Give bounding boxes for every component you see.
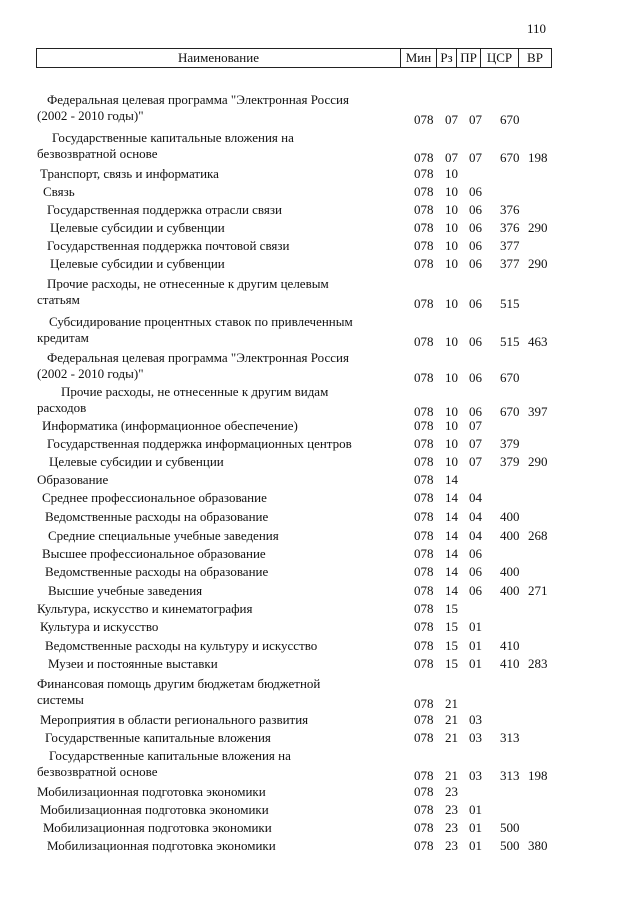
row-name-line1: Государственные капитальные вложения <box>45 730 271 745</box>
row-name-line1: Государственная поддержка почтовой связи <box>47 238 290 253</box>
row-name-line1: Федеральная целевая программа "Электронная Россия <box>47 350 349 365</box>
cell-min: 078 <box>414 238 434 253</box>
row-name <box>37 676 387 708</box>
row-name-line1: Целевые субсидии и субвенции <box>50 220 225 235</box>
cell-min: 078 <box>414 418 434 433</box>
row-name-line2: статьям <box>37 292 80 307</box>
row-name-line2: безвозвратной основе <box>37 764 158 779</box>
header-pr: ПР <box>457 49 481 67</box>
cell-vr: 290 <box>528 454 548 469</box>
cell-pr: 07 <box>469 436 482 451</box>
cell-pr: 06 <box>469 296 482 311</box>
row-name-line2: (2002 - 2010 годы)" <box>37 366 144 381</box>
cell-min: 078 <box>414 564 434 579</box>
cell-rz: 23 <box>445 838 458 853</box>
row-name-line1: Информатика (информационное обеспечение) <box>42 418 298 433</box>
cell-rz: 10 <box>445 418 458 433</box>
cell-csr: 515 <box>500 334 520 349</box>
cell-csr: 377 <box>500 238 520 253</box>
row-name <box>37 256 387 272</box>
cell-min: 078 <box>414 472 434 487</box>
cell-min: 078 <box>414 436 434 451</box>
cell-vr: 290 <box>528 220 548 235</box>
cell-csr: 379 <box>500 436 520 451</box>
cell-csr: 410 <box>500 656 520 671</box>
row-name-line1: Целевые субсидии и субвенции <box>49 454 224 469</box>
cell-rz: 10 <box>445 202 458 217</box>
cell-pr: 07 <box>469 454 482 469</box>
row-name <box>37 418 387 434</box>
cell-min: 078 <box>414 220 434 235</box>
cell-min: 078 <box>414 656 434 671</box>
cell-min: 078 <box>414 619 434 634</box>
cell-vr: 463 <box>528 334 548 349</box>
row-name-line1: Мобилизационная подготовка экономики <box>43 820 272 835</box>
row-name <box>37 656 387 672</box>
cell-pr: 01 <box>469 619 482 634</box>
row-name <box>37 748 387 780</box>
cell-min: 078 <box>414 838 434 853</box>
cell-pr: 06 <box>469 202 482 217</box>
row-name-line1: Государственная поддержка информационных центров <box>47 436 352 451</box>
cell-pr: 04 <box>469 490 482 505</box>
row-name-line1: Мероприятия в области регионального развития <box>40 712 309 727</box>
cell-pr: 06 <box>469 564 482 579</box>
cell-csr: 376 <box>500 220 520 235</box>
cell-min: 078 <box>414 601 434 616</box>
cell-pr: 06 <box>469 184 482 199</box>
cell-csr: 400 <box>500 509 520 524</box>
cell-rz: 10 <box>445 334 458 349</box>
cell-min: 078 <box>414 296 434 311</box>
cell-rz: 15 <box>445 638 458 653</box>
row-name-line1: Среднее профессиональное образование <box>42 490 267 505</box>
cell-min: 078 <box>414 730 434 745</box>
row-name <box>37 490 387 506</box>
cell-rz: 10 <box>445 370 458 385</box>
cell-pr: 07 <box>469 150 482 165</box>
row-name-line2: безвозвратной основе <box>37 146 158 161</box>
row-name <box>37 314 387 346</box>
row-name <box>37 350 387 382</box>
header-rz: Рз <box>437 49 457 67</box>
cell-rz: 14 <box>445 583 458 598</box>
row-name <box>37 509 387 525</box>
row-name-line2: (2002 - 2010 годы)" <box>37 108 144 123</box>
row-name <box>37 802 387 818</box>
row-name <box>37 583 387 599</box>
cell-min: 078 <box>414 490 434 505</box>
cell-pr: 03 <box>469 730 482 745</box>
cell-rz: 10 <box>445 184 458 199</box>
row-name-line2: расходов <box>37 400 87 415</box>
header-min: Мин <box>401 49 437 67</box>
cell-csr: 376 <box>500 202 520 217</box>
cell-csr: 670 <box>500 404 520 419</box>
row-name <box>37 730 387 746</box>
row-name <box>37 184 387 200</box>
cell-rz: 15 <box>445 656 458 671</box>
cell-pr: 03 <box>469 712 482 727</box>
cell-pr: 06 <box>469 583 482 598</box>
cell-pr: 06 <box>469 370 482 385</box>
cell-csr: 400 <box>500 583 520 598</box>
row-name-line1: Музеи и постоянные выставки <box>48 656 218 671</box>
row-name-line1: Мобилизационная подготовка экономики <box>47 838 276 853</box>
cell-pr: 01 <box>469 820 482 835</box>
cell-rz: 21 <box>445 696 458 711</box>
cell-pr: 06 <box>469 404 482 419</box>
header-name: Наименование <box>37 49 401 67</box>
row-name <box>37 384 387 416</box>
cell-rz: 10 <box>445 256 458 271</box>
row-name <box>37 712 387 728</box>
row-name-line1: Прочие расходы, не отнесенные к другим видам <box>61 384 329 399</box>
row-name <box>37 619 387 635</box>
row-name-line2: кредитам <box>37 330 89 345</box>
cell-rz: 10 <box>445 404 458 419</box>
cell-rz: 14 <box>445 490 458 505</box>
cell-rz: 10 <box>445 166 458 181</box>
cell-pr: 06 <box>469 238 482 253</box>
cell-pr: 01 <box>469 802 482 817</box>
cell-rz: 14 <box>445 472 458 487</box>
row-name <box>37 472 387 488</box>
cell-min: 078 <box>414 150 434 165</box>
header-vr: ВР <box>527 50 543 65</box>
header-csr: ЦСР <box>481 49 519 67</box>
cell-pr: 01 <box>469 656 482 671</box>
row-name-line1: Связь <box>43 184 75 199</box>
cell-min: 078 <box>414 696 434 711</box>
row-name-line1: Транспорт, связь и информатика <box>40 166 219 181</box>
cell-min: 078 <box>414 370 434 385</box>
row-name <box>37 130 387 162</box>
row-name-line1: Государственные капитальные вложения на <box>49 748 291 763</box>
cell-pr: 06 <box>469 220 482 235</box>
cell-pr: 06 <box>469 334 482 349</box>
cell-vr: 198 <box>528 768 548 783</box>
row-name-line1: Финансовая помощь другим бюджетам бюджетной <box>37 676 321 691</box>
row-name-line1: Культура и искусство <box>40 619 159 634</box>
row-name-line1: Средние специальные учебные заведения <box>48 528 279 543</box>
cell-pr: 07 <box>469 418 482 433</box>
cell-rz: 10 <box>445 436 458 451</box>
row-name-line1: Государственные капитальные вложения на <box>52 130 294 145</box>
cell-min: 078 <box>414 256 434 271</box>
cell-min: 078 <box>414 334 434 349</box>
cell-min: 078 <box>414 768 434 783</box>
cell-csr: 377 <box>500 256 520 271</box>
cell-min: 078 <box>414 454 434 469</box>
row-name <box>37 238 387 254</box>
row-name-line1: Ведомственные расходы на культуру и искусство <box>45 638 318 653</box>
cell-min: 078 <box>414 546 434 561</box>
row-name-line1: Высшее профессиональное образование <box>42 546 266 561</box>
cell-rz: 15 <box>445 601 458 616</box>
row-name-line1: Субсидирование процентных ставок по привлеченным <box>49 314 353 329</box>
row-name-line1: Ведомственные расходы на образование <box>45 564 269 579</box>
row-name <box>37 838 387 854</box>
cell-csr: 670 <box>500 112 520 127</box>
row-name-line1: Целевые субсидии и субвенции <box>50 256 225 271</box>
cell-pr: 01 <box>469 638 482 653</box>
cell-min: 078 <box>414 820 434 835</box>
cell-pr: 06 <box>469 256 482 271</box>
row-name-line1: Культура, искусство и кинематография <box>37 601 253 616</box>
row-name-line1: Мобилизационная подготовка экономики <box>37 784 266 799</box>
cell-csr: 410 <box>500 638 520 653</box>
cell-csr: 313 <box>500 730 520 745</box>
cell-rz: 14 <box>445 546 458 561</box>
cell-min: 078 <box>414 802 434 817</box>
cell-pr: 07 <box>469 112 482 127</box>
cell-rz: 14 <box>445 564 458 579</box>
row-name <box>37 638 387 654</box>
cell-rz: 21 <box>445 712 458 727</box>
cell-vr: 380 <box>528 838 548 853</box>
row-name-line1: Прочие расходы, не отнесенные к другим целевым <box>47 276 329 291</box>
cell-rz: 07 <box>445 112 458 127</box>
cell-csr: 515 <box>500 296 520 311</box>
cell-csr: 400 <box>500 564 520 579</box>
cell-pr: 06 <box>469 546 482 561</box>
cell-rz: 10 <box>445 296 458 311</box>
row-name <box>37 546 387 562</box>
cell-min: 078 <box>414 404 434 419</box>
cell-min: 078 <box>414 202 434 217</box>
cell-rz: 10 <box>445 238 458 253</box>
cell-rz: 15 <box>445 619 458 634</box>
row-name <box>37 528 387 544</box>
cell-min: 078 <box>414 583 434 598</box>
row-name <box>37 202 387 218</box>
cell-vr: 198 <box>528 150 548 165</box>
row-name-line1: Ведомственные расходы на образование <box>45 509 269 524</box>
cell-vr: 268 <box>528 528 548 543</box>
row-name-line1: Высшие учебные заведения <box>48 583 203 598</box>
row-name <box>37 784 387 800</box>
cell-min: 078 <box>414 112 434 127</box>
cell-min: 078 <box>414 528 434 543</box>
cell-min: 078 <box>414 509 434 524</box>
cell-min: 078 <box>414 638 434 653</box>
row-name <box>37 564 387 580</box>
cell-rz: 23 <box>445 802 458 817</box>
cell-min: 078 <box>414 166 434 181</box>
cell-csr: 500 <box>500 838 520 853</box>
cell-csr: 500 <box>500 820 520 835</box>
cell-pr: 03 <box>469 768 482 783</box>
cell-csr: 400 <box>500 528 520 543</box>
cell-rz: 10 <box>445 454 458 469</box>
cell-rz: 21 <box>445 730 458 745</box>
row-name-line1: Государственная поддержка отрасли связи <box>47 202 282 217</box>
row-name <box>37 220 387 236</box>
cell-vr: 283 <box>528 656 548 671</box>
cell-min: 078 <box>414 184 434 199</box>
cell-vr: 271 <box>528 583 548 598</box>
page-number: 110 <box>527 21 547 36</box>
cell-vr: 397 <box>528 404 548 419</box>
row-name-line1: Федеральная целевая программа "Электронная Россия <box>47 92 349 107</box>
row-name <box>37 436 387 452</box>
cell-rz: 10 <box>445 220 458 235</box>
row-name <box>37 92 387 124</box>
cell-csr: 379 <box>500 454 520 469</box>
row-name-line2: системы <box>37 692 84 707</box>
cell-pr: 04 <box>469 509 482 524</box>
cell-rz: 14 <box>445 509 458 524</box>
cell-min: 078 <box>414 784 434 799</box>
row-name <box>37 820 387 836</box>
cell-rz: 14 <box>445 528 458 543</box>
cell-rz: 21 <box>445 768 458 783</box>
row-name <box>37 166 387 182</box>
cell-pr: 01 <box>469 838 482 853</box>
cell-csr: 670 <box>500 370 520 385</box>
cell-min: 078 <box>414 712 434 727</box>
row-name <box>37 276 387 308</box>
row-name-line1: Образование <box>37 472 109 487</box>
row-name-line1: Мобилизационная подготовка экономики <box>40 802 269 817</box>
cell-vr: 290 <box>528 256 548 271</box>
cell-csr: 670 <box>500 150 520 165</box>
cell-pr: 04 <box>469 528 482 543</box>
row-name <box>37 454 387 470</box>
cell-rz: 07 <box>445 150 458 165</box>
cell-rz: 23 <box>445 784 458 799</box>
cell-rz: 23 <box>445 820 458 835</box>
cell-csr: 313 <box>500 768 520 783</box>
row-name <box>37 601 387 617</box>
